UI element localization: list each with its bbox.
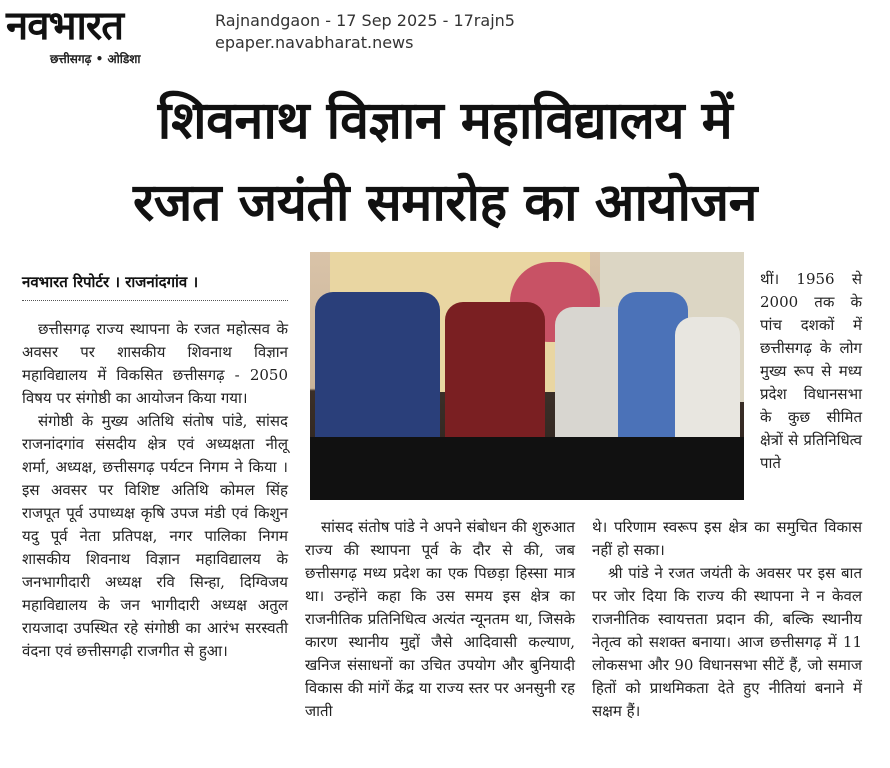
headline-line-1: शिवनाथ विज्ञान महाविद्यालय में	[157, 91, 733, 151]
article-column-1	[22, 318, 288, 663]
logo-subtext: छत्तीसगढ़ • ओडिशा	[50, 52, 141, 66]
paragraph: छत्तीसगढ़ राज्य स्थापना के रजत महोत्सव के अवसर पर शासकीय शिवनाथ विज्ञान महाविद्यालय में विकसित छत्तीसगढ़ - 2050 विषय पर संगोष्ठी का आयोजन किया गया।	[22, 320, 288, 407]
article-column-3	[592, 516, 862, 723]
paragraph: श्री पांडे ने रजत जयंती के अवसर पर इस बात पर जोर दिया कि राज्य की स्थापना ने न केवल राजनीतिक स्वायत्तता प्रदान की, बल्कि स्थानीय नेतृत्व को सशक्त बनाया। आज छत्तीसगढ़ में 11 लोकसभा और 90 विधानसभा सीटें हैं, जो समाज हितों को प्राथमिकता देते हुए नीतियां बनाने में सक्षम हैं।	[592, 564, 862, 720]
logo-text: नवभारत	[6, 3, 124, 49]
event-photo	[310, 252, 744, 500]
site-url: epaper.navabharat.news	[215, 33, 414, 52]
photo-table	[310, 437, 744, 500]
paragraph: थीं। 1956 से 2000 तक के पांच दशकों में छत्तीसगढ़ के लोग मुख्य रूप से मध्य प्रदेश विधानसभा के कुछ सीमित क्षेत्रों से प्रतिनिधित्व पाते	[760, 270, 862, 472]
newspaper-logo	[6, 4, 196, 64]
byline-divider	[22, 300, 288, 301]
paragraph: संगोष्ठी के मुख्य अतिथि संतोष पांडे, सांसद राजनांदगांव संसदीय क्षेत्र एवं अध्यक्षता नीलू शर्मा, अध्यक्ष, छत्तीसगढ़ पर्यटन निगम ने किया । इस अवसर पर विशिष्ट अतिथि कोमल सिंह राजपूत पूर्व उपाध्यक्ष कृषि उपज मंडी एवं किशुन यदु पूर्व नेता प्रतिपक्ष, नगर पालिका निगम शासकीय शिवनाथ विज्ञान महाविद्यालय के जनभागीदारी अध्यक्ष रवि सिन्हा, दिग्विजय महाविद्यालय के जन भागीदारी अध्यक्ष अतुल रायजादा उपस्थित रहे संगोष्ठी का आरंभ सरस्वती वंदना एवं छत्तीसगढ़ी राजगीत से हुआ।	[22, 412, 288, 660]
paragraph: थे। परिणाम स्वरूप इस क्षेत्र का समुचित विकास नहीं हो सका।	[592, 518, 862, 559]
masthead	[0, 0, 890, 68]
edition-meta	[215, 10, 515, 54]
edition-line: Rajnandgaon - 17 Sep 2025 - 17rajn5	[215, 11, 515, 30]
article-column-2	[305, 516, 575, 723]
headline-line-2: रजत जयंती समारोह का आयोजन	[133, 173, 757, 233]
article-column-3-top	[760, 268, 862, 475]
byline: नवभारत रिपोर्टर । राजनांदगांव ।	[22, 273, 199, 291]
paragraph: सांसद संतोष पांडे ने अपने संबोधन की शुरुआत राज्य की स्थापना पूर्व के दौर से की, जब छत्तीसगढ़ मध्य प्रदेश का एक पिछड़ा हिस्सा मात्र था। उन्होंने कहा कि उस समय इस क्षेत्र का राजनीतिक प्रतिनिधित्व अत्यंत न्यूनतम था, जिसके कारण स्थानीय मुद्दों जैसे आदिवासी कल्याण, खनिज संसाधनों का उचित उपयोग और बुनियादी विकास की मांगें केंद्र या राज्य स्तर पर अनसुनी रह जाती	[305, 518, 575, 720]
article-headline	[0, 80, 890, 244]
